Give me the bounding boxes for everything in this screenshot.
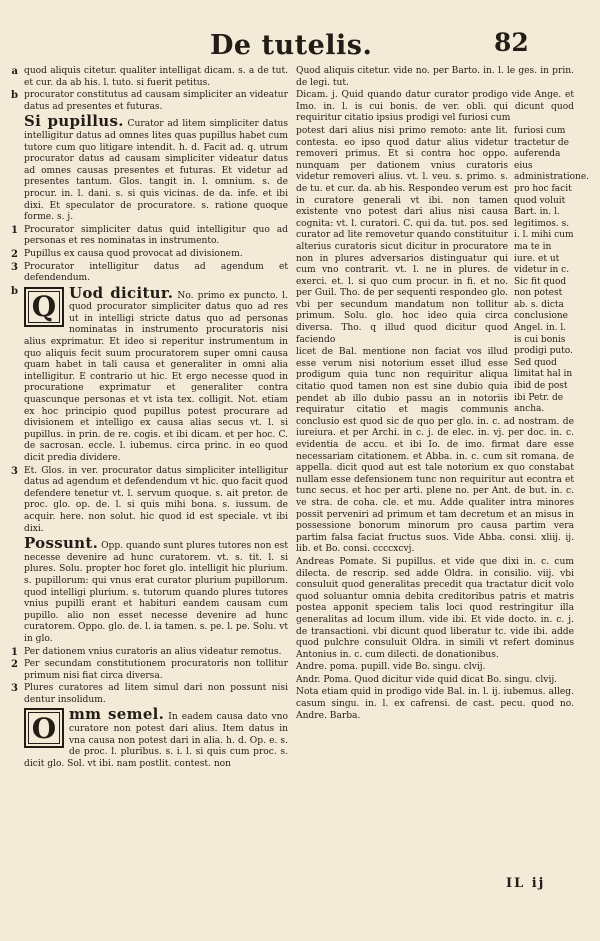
right-addition-3: licet de Bal. mentione non faciat vos illud esse verum nisi notorium esset illud esse prodigum quia tunc non requiritur aliqua citatio quod tamen non est sine dubio quia pendet ab illo dubio passu an in notoriis requiratur citatio et magis communis conclusio est quod sic de quo per glo. in. c. ad nostram. de iureiura. et per Archi. in c. j. de elec. in. vj. per doc. in. c. evidentia de accu. et ibi Io. de imo. firmat dare esse necessariam citationem. et Abba. in. c. cum sit romana. de appella. dicit quod aut est tale notorium ex quo constabat nullam esse defensionem tunc non requiritur aut econtra et tunc secus. et hoc per arti. plene no. per Ant. de but. in. c. ve stra. de coha. cle. et mu. Adde qualiter intra minores possit perveniri ad primum et tam decretum et an misus in possessione bonorum minorum pro causa partim vera partim falsa faciat fructus suos. Vide Abba. consi. xliij. ij. lib. et Bo. consi. ccccxcvj. (296, 347, 574, 555)
decorated-initial: Q (24, 287, 64, 327)
main-gloss-text: potest dari alius nisi primo remoto: ante lit. contesta. eo ipso quod datur alius videtur removeri primus. Et si contra hoc oppo. nunquam per dationem vnius curatoris videtur removeri alius. vt. l. veu. s. primo. s. de tu. et cur. da. ab his. Respondeo verum est in curatore generali vt ibi. non tamen existente vno potest dari alius nisi causa cognita: vt. l. curatori. C. qui da. tut. pos. sed curator ad lite removetur quando constituitur alterius curatoris sicut dicitur in procuratore non in plures adversarios distinguatur qui cum vno contrarit. vt. l. ne in plures. de exerci. et. l. si quo cum procur. in fi. et no. per Guil. Tho. de per sequenti respondeo glo. vbi per secundum mandatum non tollitur primum. Solu. glo. hoc ideo quia circa diversa. Tho. q illud quod dicitur quod faciendo (296, 125, 508, 345)
margin-mark: 3 (11, 261, 18, 273)
side-gloss: furiosi cum tractetur de auferenda eius administratione. pro hoc facit quod voluit Bart. in. l. legitimos. s. i. l. mihi cum ma te in iure. et ut videtur in c. Sic fit quod non potest ab. s. dicta conclusione Angel. in. l. is cui bonis prodigi puto. Sed quod limitat hal in ibid de post ibi Petr. de ancha. (514, 125, 590, 415)
left-note-b: b procurator constitutus ad causam simpliciter an videatur datus ad presentes et futuras. (24, 90, 288, 113)
margin-mark: a (11, 66, 18, 77)
commentary-continuation: 3 Et. Glos. in ver. procurator datus simpliciter intelligitur datus ad agendum et defendendum vt hic. quo facit quod defendere tenetur vt. l. servum quoque. s. ait pretor. de proc. glo. op. de. l. si quis mihi bona. s. iussum. de acquir. here. non solut. hic quod id est speciale. vt ibi dixi. (24, 466, 288, 536)
margin-mark: 3 (11, 683, 18, 695)
decorated-initial: O (24, 708, 64, 748)
right-addition-5: Andre. poma. pupill. vide Bo. singu. clvij. (296, 662, 486, 673)
lemma-possunt: Possunt. Opp. quando sunt plures tutores non est necesse devenire ad hunc curatorem. vt. s. tit. l. si plures. Solu. propter hoc foret glo. intelligit hic plurium. s. pupillorum: qui vnus erat curator plurium pupillorum. quod intelligi plurium. s. tutorum quando plures tutores vnius pupilli erant et habituri eandem causam cum pupillo. alio non esset necesse devenire ad hunc curatorem. Oppo. glo. de. l. ia tamen. s. pe. l. pe. Solu. vt in glo. (24, 534, 288, 644)
summary-point-3b: 3 Plures curatores ad litem simul dari non possunt nisi dentur insolidum. (24, 683, 288, 706)
lemma-heading: mm semel. (69, 705, 165, 724)
summary-point-1: 1 Procurator simpliciter datus quid intelligitur quo ad personas et res nominatas in instrumento. (24, 225, 288, 248)
folio-number: 82 (494, 28, 529, 57)
running-head (0, 22, 600, 66)
right-gloss-block (296, 125, 590, 415)
summary-point-1b: 1 Per dationem vnius curatoris an alius videatur remotus. (24, 647, 288, 659)
page-title: De tutelis. (210, 30, 373, 61)
margin-mark: 2 (11, 659, 18, 671)
right-column (296, 66, 590, 862)
right-addition-7: Nota etiam quid in prodigo vide Bal. in. l. ij. iubemus. alleg. casum singu. in. l. ex cafrensi. de cast. pecu. quod no. Andre. Barba. (296, 687, 574, 721)
left-note-a: a quod aliquis citetur. qualiter intelligat dicam. s. a de tut. et cur. da ab his. l. tuto. si fuerit petitus. (24, 66, 288, 89)
commentary-quod-dicitur: b Q Uod dicitur. No. primo ex puncto. l. quod procurator simpliciter datus quo ad res ut in intelligi stricte datus quo ad personas nominatas in instrumento procuratoris nisi alius exprimatur. Et ideo si reperitur instrumentum in quo aliquis fecit suum procuratorem super omni causa quam habet in tali causa et generaliter in omni alia intelligitur. E contrario ut hic. Et ergo necesse quod in procuratione exprimatur et generaliter contra quascunque personas et vt ista tex. colligit. Not. etiam ex hoc principio quod pupillus potest procurare ad divisionem et intelligo ex causa alias secus vt. l. si pupillus. in prin. de re. cogis. et ibi dicam. et per hoc. C. de sacrosan. eccle. l. iubemus. circa princ. in eo quod dicit predia dividere. (24, 286, 288, 465)
lemma-heading: Uod dicitur. (69, 283, 174, 302)
left-column (11, 66, 288, 862)
margin-mark: b (11, 90, 18, 102)
right-addition-6: Andr. Poma. Quod dicitur vide quid dicat Bo. singu. clvij. (296, 674, 558, 685)
margin-mark: 1 (11, 646, 18, 658)
margin-mark: 3 (11, 465, 18, 477)
right-addition-4: Andreas Pomate. Si pupillus. et vide que dixi in. c. cum dilecta. de rescrip. sed adde Oldra. in consilio. viij. vbi consuluit quod generalitas precedit qua tractatur dicit volo quod soluantur omnia debita creditoribus patris et matris postea apponit speciem talis loci quod restringitur illa generalitas ad locum illum. vide ibi. Et vide docto. in. c. j. de transactioni. vbi dicunt quod liberatur tc. vide ibi. adde quod pulchre consuluit Oldra. in simili vt refert dominus Antonius in. c. cum dilecti. de donationibus. (296, 556, 574, 660)
margin-mark: 1 (11, 224, 18, 236)
right-addition-1: Quod aliquis citetur. vide no. per Barto. in. l. le ges. in prin. de legi. tut. (296, 66, 574, 88)
lemma-heading: Possunt. (24, 534, 99, 553)
margin-mark: 2 (11, 248, 18, 260)
margin-mark: b (11, 285, 18, 297)
commentary-omni-semel: O mm semel. In eadem causa dato vno curatore non potest dari alius. Item datus in vna causa non potest dari in alia. h. d. Op. e. s. de proc. l. pluribus. s. i. l. si quis cum proc. s. dicit glo. Sol. vt ibi. nam postlit. contest. non (24, 705, 288, 769)
lemma-si-pupillus: Si pupillus. Curator ad litem simpliciter datus intelligitur datus ad omnes lites quas pupillus habet cum tutore cum quo litigare intendit. h. d. Facit ad. q. utrum procurator datus ad causam simpliciter videatur datus ad omnes causas presentes et futuras. Et videtur ad presentes tantum. Glos. tangit in. l. omnium. s. de procur. in. l. dani. s. si quis vicinas. de da. infe. et ibi dixi. Et speculator de procuratore. s. ratione quoque forme. s. j. (24, 112, 288, 223)
lemma-heading: Si pupillus. (24, 112, 124, 131)
summary-point-2b: 2 Per secundam constitutionem procuratoris non tollitur primum nisi fiat circa diversa. (24, 659, 288, 682)
right-addition-2: Dicam. j. Quid quando datur curator prodigo vide Ange. et Imo. in. l. is cui bonis. de ver. obli. qui dicunt quod requiritur citatio ipsius prodigi vel furiosi cum (296, 90, 574, 124)
summary-point-3: 3 Procurator intelligitur datus ad agendum et defendendum. (24, 262, 288, 285)
summary-point-2: 2 Pupillus ex causa quod provocat ad divisionem. (24, 249, 288, 261)
signature-mark: IL ij (506, 876, 546, 891)
